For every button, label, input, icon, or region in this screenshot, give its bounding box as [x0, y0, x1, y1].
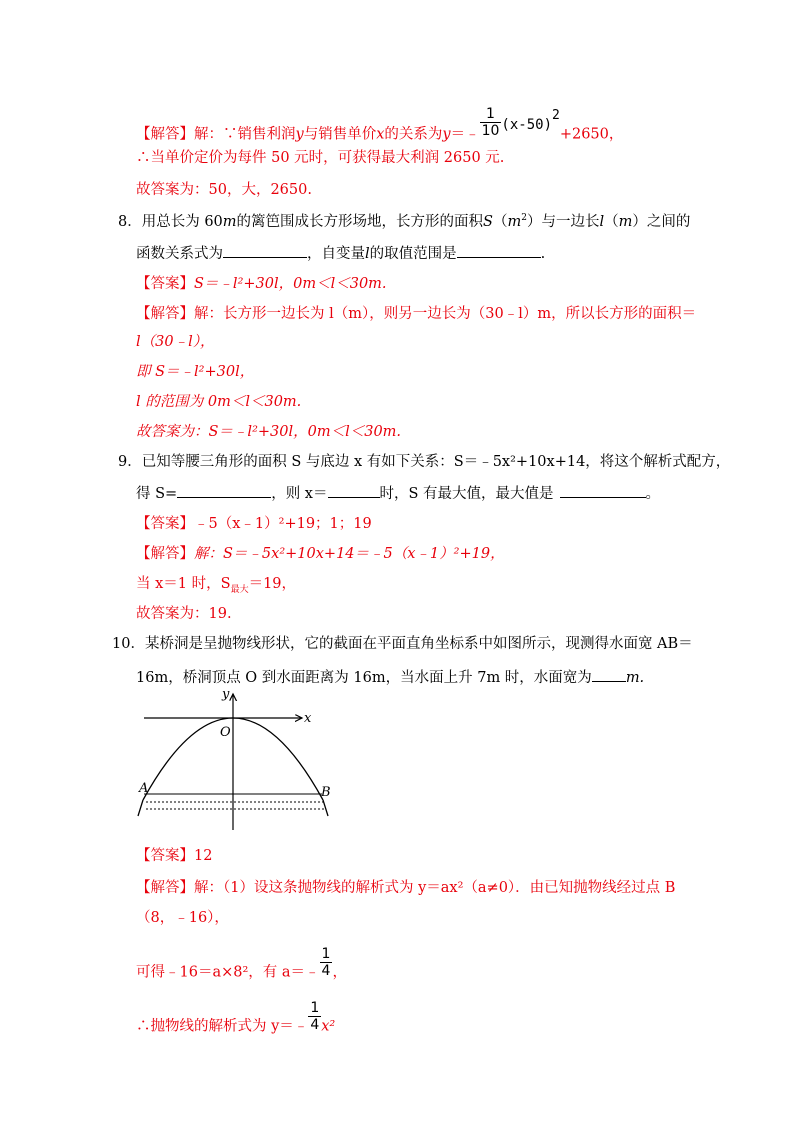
fraction-1-4	[320, 946, 333, 979]
answer-text: 12	[194, 848, 213, 864]
solution-tag: 【解答】	[136, 126, 194, 143]
exponent: 2	[521, 213, 527, 224]
text: 的关系为	[384, 126, 443, 143]
var-l: l	[599, 214, 605, 230]
p10-solution-line3	[136, 946, 347, 989]
numerator: 1	[486, 106, 495, 122]
subscript: 最大	[230, 584, 249, 595]
text: ）之间的	[632, 214, 691, 230]
p8-solution-line4: l 的范围为 0m＜l＜30m.	[136, 394, 302, 410]
text: 8．用总长为 60	[118, 214, 223, 230]
denominator: 10	[481, 123, 500, 139]
text: ＝19，	[248, 576, 297, 592]
text: （	[492, 214, 508, 230]
p9-question-line1: 9．已知等腰三角形的面积 S 与底边 x 有如下关系：S＝﹣5x²+10x+14，将这个解析式配方，	[118, 454, 731, 470]
text: m.	[625, 670, 645, 686]
denominator: 4	[310, 1017, 320, 1033]
parabola-diagram	[140, 688, 340, 838]
text: 。	[645, 486, 661, 502]
var-y: y	[295, 126, 304, 143]
p8-question-line1	[118, 212, 690, 232]
numerator: 1	[321, 946, 331, 962]
p8-solution-line3: 即 S＝﹣l²+30l，	[136, 364, 255, 380]
answer-blank	[223, 242, 307, 258]
text: 解：长方形一边长为 l（m），则另一边长为（30﹣l）m，所以长方形的面积＝	[194, 306, 697, 322]
fraction-1-10	[480, 106, 502, 139]
answer-blank	[177, 482, 271, 498]
p7-solution-line3: 故答案为：50，大，2650.	[136, 182, 312, 198]
var-y: y	[442, 126, 451, 143]
unit-m: m	[507, 214, 522, 230]
p9-solution-line1	[136, 544, 505, 564]
answer-tag: 【答案】	[136, 516, 194, 532]
text: （	[604, 214, 619, 230]
p7-solution-line1	[136, 106, 624, 151]
answer-text: S＝﹣l²+30l，0m＜l＜30m.	[194, 276, 387, 292]
answer-text: ﹣5（x﹣1）²+19；1；19	[194, 516, 372, 532]
text: 时，S 有最大值，最大值是	[379, 486, 554, 502]
label-b: B	[321, 785, 331, 800]
label-y: y	[222, 687, 230, 702]
text: ）与一边长	[526, 214, 600, 230]
p9-solution-line3: 故答案为：19.	[136, 606, 232, 622]
solution-tag: 【解答】	[136, 880, 194, 896]
p10-answer	[136, 846, 212, 866]
numerator: 1	[310, 1000, 320, 1016]
exponent: 2	[552, 107, 560, 123]
var-x: x	[376, 126, 385, 143]
text: ，则 x＝	[271, 486, 328, 502]
answer-blank	[560, 482, 646, 498]
answer-blank	[457, 242, 541, 258]
p10-solution-line2: （8，﹣16），	[136, 910, 229, 926]
var-S: S	[483, 214, 493, 230]
expression: (x-50)	[501, 116, 552, 133]
text: 函数关系式为	[136, 246, 223, 262]
p10-solution-line1	[136, 878, 675, 898]
text: +2650，	[559, 126, 624, 143]
answer-tag: 【答案】	[136, 848, 194, 864]
unit-m: m	[222, 214, 237, 230]
parabola-curve-left-extension	[138, 800, 143, 816]
p8-solution-line2: l（30﹣l），	[136, 334, 215, 350]
text: 的取值范围是	[369, 246, 457, 262]
unit-m: m	[618, 214, 633, 230]
text: ∴抛物线的解析式为 y＝﹣	[136, 1018, 309, 1035]
text: 解：S＝﹣5x²+10x+14＝﹣5（x﹣1）²+19，	[194, 546, 505, 562]
text: 可得﹣16＝a×8²，有 a＝﹣	[136, 964, 320, 981]
answer-blank	[592, 666, 626, 682]
text: 当 x＝1 时，S	[136, 576, 231, 592]
text: 解：（1）设这条抛物线的解析式为 y＝ax²（a≠0）．由已知抛物线经过点 B	[194, 880, 676, 896]
p9-question-line2	[136, 482, 660, 504]
fraction-1-4	[308, 1000, 321, 1033]
denominator: 4	[321, 963, 331, 979]
p8-solution-line1	[136, 304, 696, 324]
label-a: A	[139, 781, 149, 796]
label-x: x	[304, 711, 312, 726]
text: ＝﹣	[450, 126, 480, 143]
p10-question-line1: 10．某桥洞是呈抛物线形状，它的截面在平面直角坐标系中如图所示，现测得水面宽 AB＝	[112, 636, 693, 652]
p7-solution-line2: ∴当单价定价为每件 50 元时，可获得最大利润 2650 元.	[136, 150, 505, 166]
answer-blank	[328, 482, 380, 498]
label-o: O	[220, 725, 231, 740]
answer-tag: 【答案】	[136, 276, 194, 292]
text: 与销售单价	[303, 126, 377, 143]
text: ，自变量	[307, 246, 365, 262]
text: x²	[321, 1018, 336, 1035]
p8-solution-line5: 故答案为：S＝﹣l²+30l，0m＜l＜30m.	[136, 424, 402, 440]
p8-question-line2	[136, 242, 545, 264]
text: 的篱笆围成长方形场地，长方形的面积	[236, 214, 484, 230]
text: 16m，桥洞顶点 O 到水面距离为 16m，当水面上升 7m 时，水面宽为	[136, 670, 592, 686]
p9-answer	[136, 514, 372, 534]
p10-question-line2	[136, 666, 644, 688]
p10-solution-line4	[136, 1000, 336, 1043]
solution-tag: 【解答】	[136, 546, 194, 562]
solution-tag: 【解答】	[136, 306, 194, 322]
p9-solution-line2	[136, 574, 296, 594]
var-l: l	[365, 246, 370, 262]
text: .	[540, 246, 546, 262]
text: 解：∵销售利润	[194, 126, 296, 143]
text: ，	[332, 964, 347, 981]
p8-answer	[136, 274, 387, 294]
text: 得 S=	[136, 486, 178, 502]
